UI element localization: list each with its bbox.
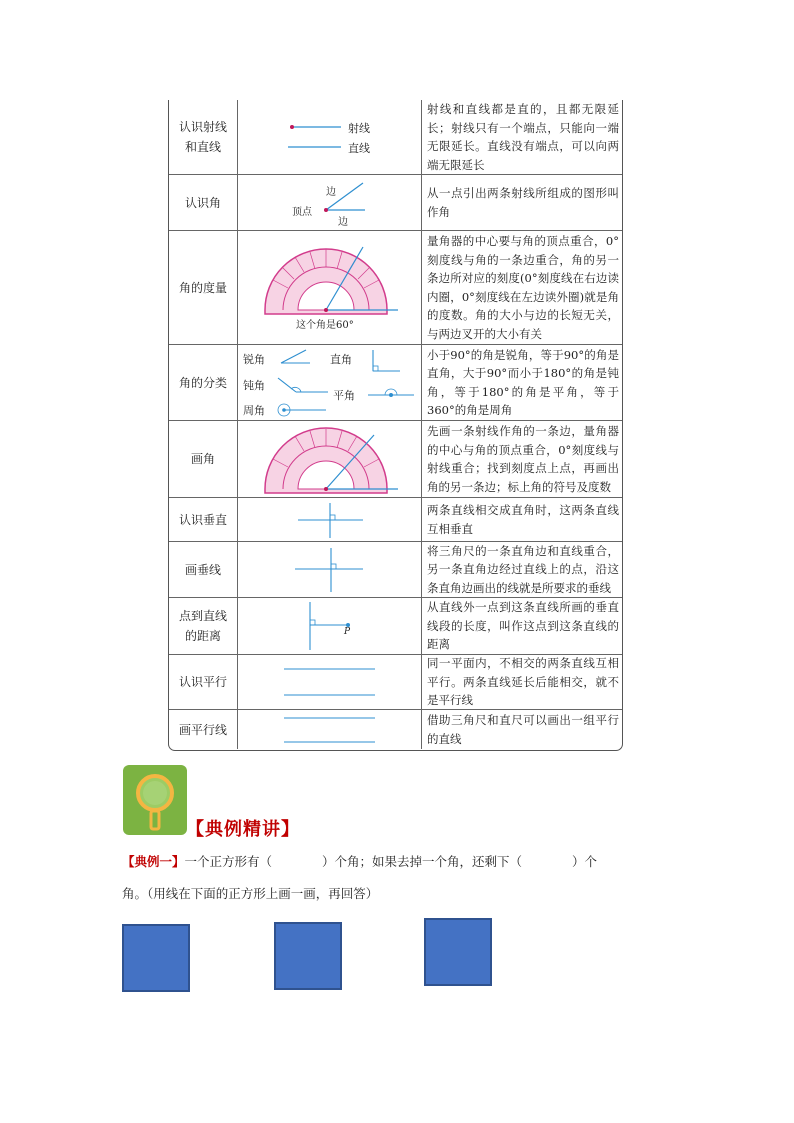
full-label: 周角 [243,404,265,417]
row-description: 同一平面内，不相交的两条直线互相平行。两条直线延长后能相交，就不是平行线 [427,656,619,708]
question-text: 一个正方形有（ ）个角；如果去掉一个角，还剩下（ ）个 [184,854,598,869]
perpendicular-figure [238,498,422,541]
section-title: 【典例精讲】 [186,819,300,840]
ray-label: 射线 [348,122,370,135]
point-label: P [344,627,351,637]
row-title: 角的分类 [169,345,238,420]
row-title: 点到直线 的距离 [169,598,238,654]
table-row [169,597,622,654]
angle-figure [238,175,422,230]
acute-label: 锐角 [243,353,265,366]
protractor-figure [238,231,422,344]
vertex-label: 顶点 [292,207,312,218]
square-shape[interactable] [274,922,342,990]
row-title: 画角 [169,421,238,497]
ray-line-figure [238,100,422,174]
draw-angle-figure [238,421,422,497]
row-description: 从一点引出两条射线所组成的图形叫作角 [427,186,619,219]
protractor-icon [238,421,422,497]
row-description: 量角器的中心要与角的顶点重合，0°刻度线与角的一条边重合，角的另一条边所对应的刻度(0°刻度线在右边读内圈，0°刻度线在左边读外圈)就是角的度数。角的大小与边的长短无关，与两边叉开的大小有关 [427,234,619,341]
table-row [169,497,622,541]
row-description: 从直线外一点到这条直线所画的垂直线段的长度，叫作这点到这条直线的距离 [427,600,619,652]
draw-parallel-figure [238,710,422,749]
example-question [122,852,597,870]
row-description: 先画一条射线作角的一条边，量角器的中心与角的顶点重合，0°刻度线与射线重合；找到刻度点上点，再画出角的另一条边；标上角的符号及度数 [427,424,619,494]
right-label: 直角 [330,353,352,366]
obtuse-label: 钝角 [243,379,265,392]
row-description: 小于90°的角是锐角，等于90°的角是直角，大于90°而小于180°的角是钝角，等于180°的角是平角，等于360°的角是周角 [427,347,619,417]
knowledge-table [168,100,623,751]
row-description: 射线和直线都是直的，且都无限延长；射线只有一个端点，只能向一端无限延长。直线没有端点，可以向两端无限延长 [427,102,619,172]
parallel-figure [238,655,422,709]
square-shape[interactable] [424,918,492,986]
row-title: 画平行线 [169,710,238,749]
side-label: 边 [326,187,336,198]
measure-caption: 这个角是60° [296,320,354,331]
table-row [169,709,622,749]
row-title: 角的度量 [169,231,238,344]
row-description: 两条直线相交成直角时，这两条直线互相垂直 [427,503,619,536]
row-description: 将三角尺的一条直角边和直线重合，另一条直角边经过直线上的点，沿这条直角边画出的线就是所要求的垂线 [427,543,619,595]
side-label: 边 [338,217,348,228]
example-tag: 【典例一】 [122,854,185,869]
row-title: 认识射线 和直线 [169,100,238,174]
row-title: 认识角 [169,175,238,230]
straight-label: 平角 [333,389,355,402]
table-row [169,541,622,597]
line-label: 直线 [348,142,370,155]
question-text-continued: 角。（用线在下面的正方形上画一画，再回答） [122,886,379,901]
row-title: 认识平行 [169,655,238,709]
row-title: 画垂线 [169,542,238,597]
row-description: 借助三角尺和直尺可以画出一组平行的直线 [427,713,619,746]
angle-types-figure [238,345,422,420]
table-row [169,420,622,497]
table-row [169,100,622,174]
distance-figure [238,598,422,654]
table-row [169,344,622,420]
row-title: 认识垂直 [169,498,238,541]
table-row [169,174,622,230]
draw-perpendicular-figure [238,542,422,597]
magnifier-icon [123,765,187,835]
table-row [169,654,622,709]
table-row [169,230,622,344]
square-shape[interactable] [122,924,190,992]
